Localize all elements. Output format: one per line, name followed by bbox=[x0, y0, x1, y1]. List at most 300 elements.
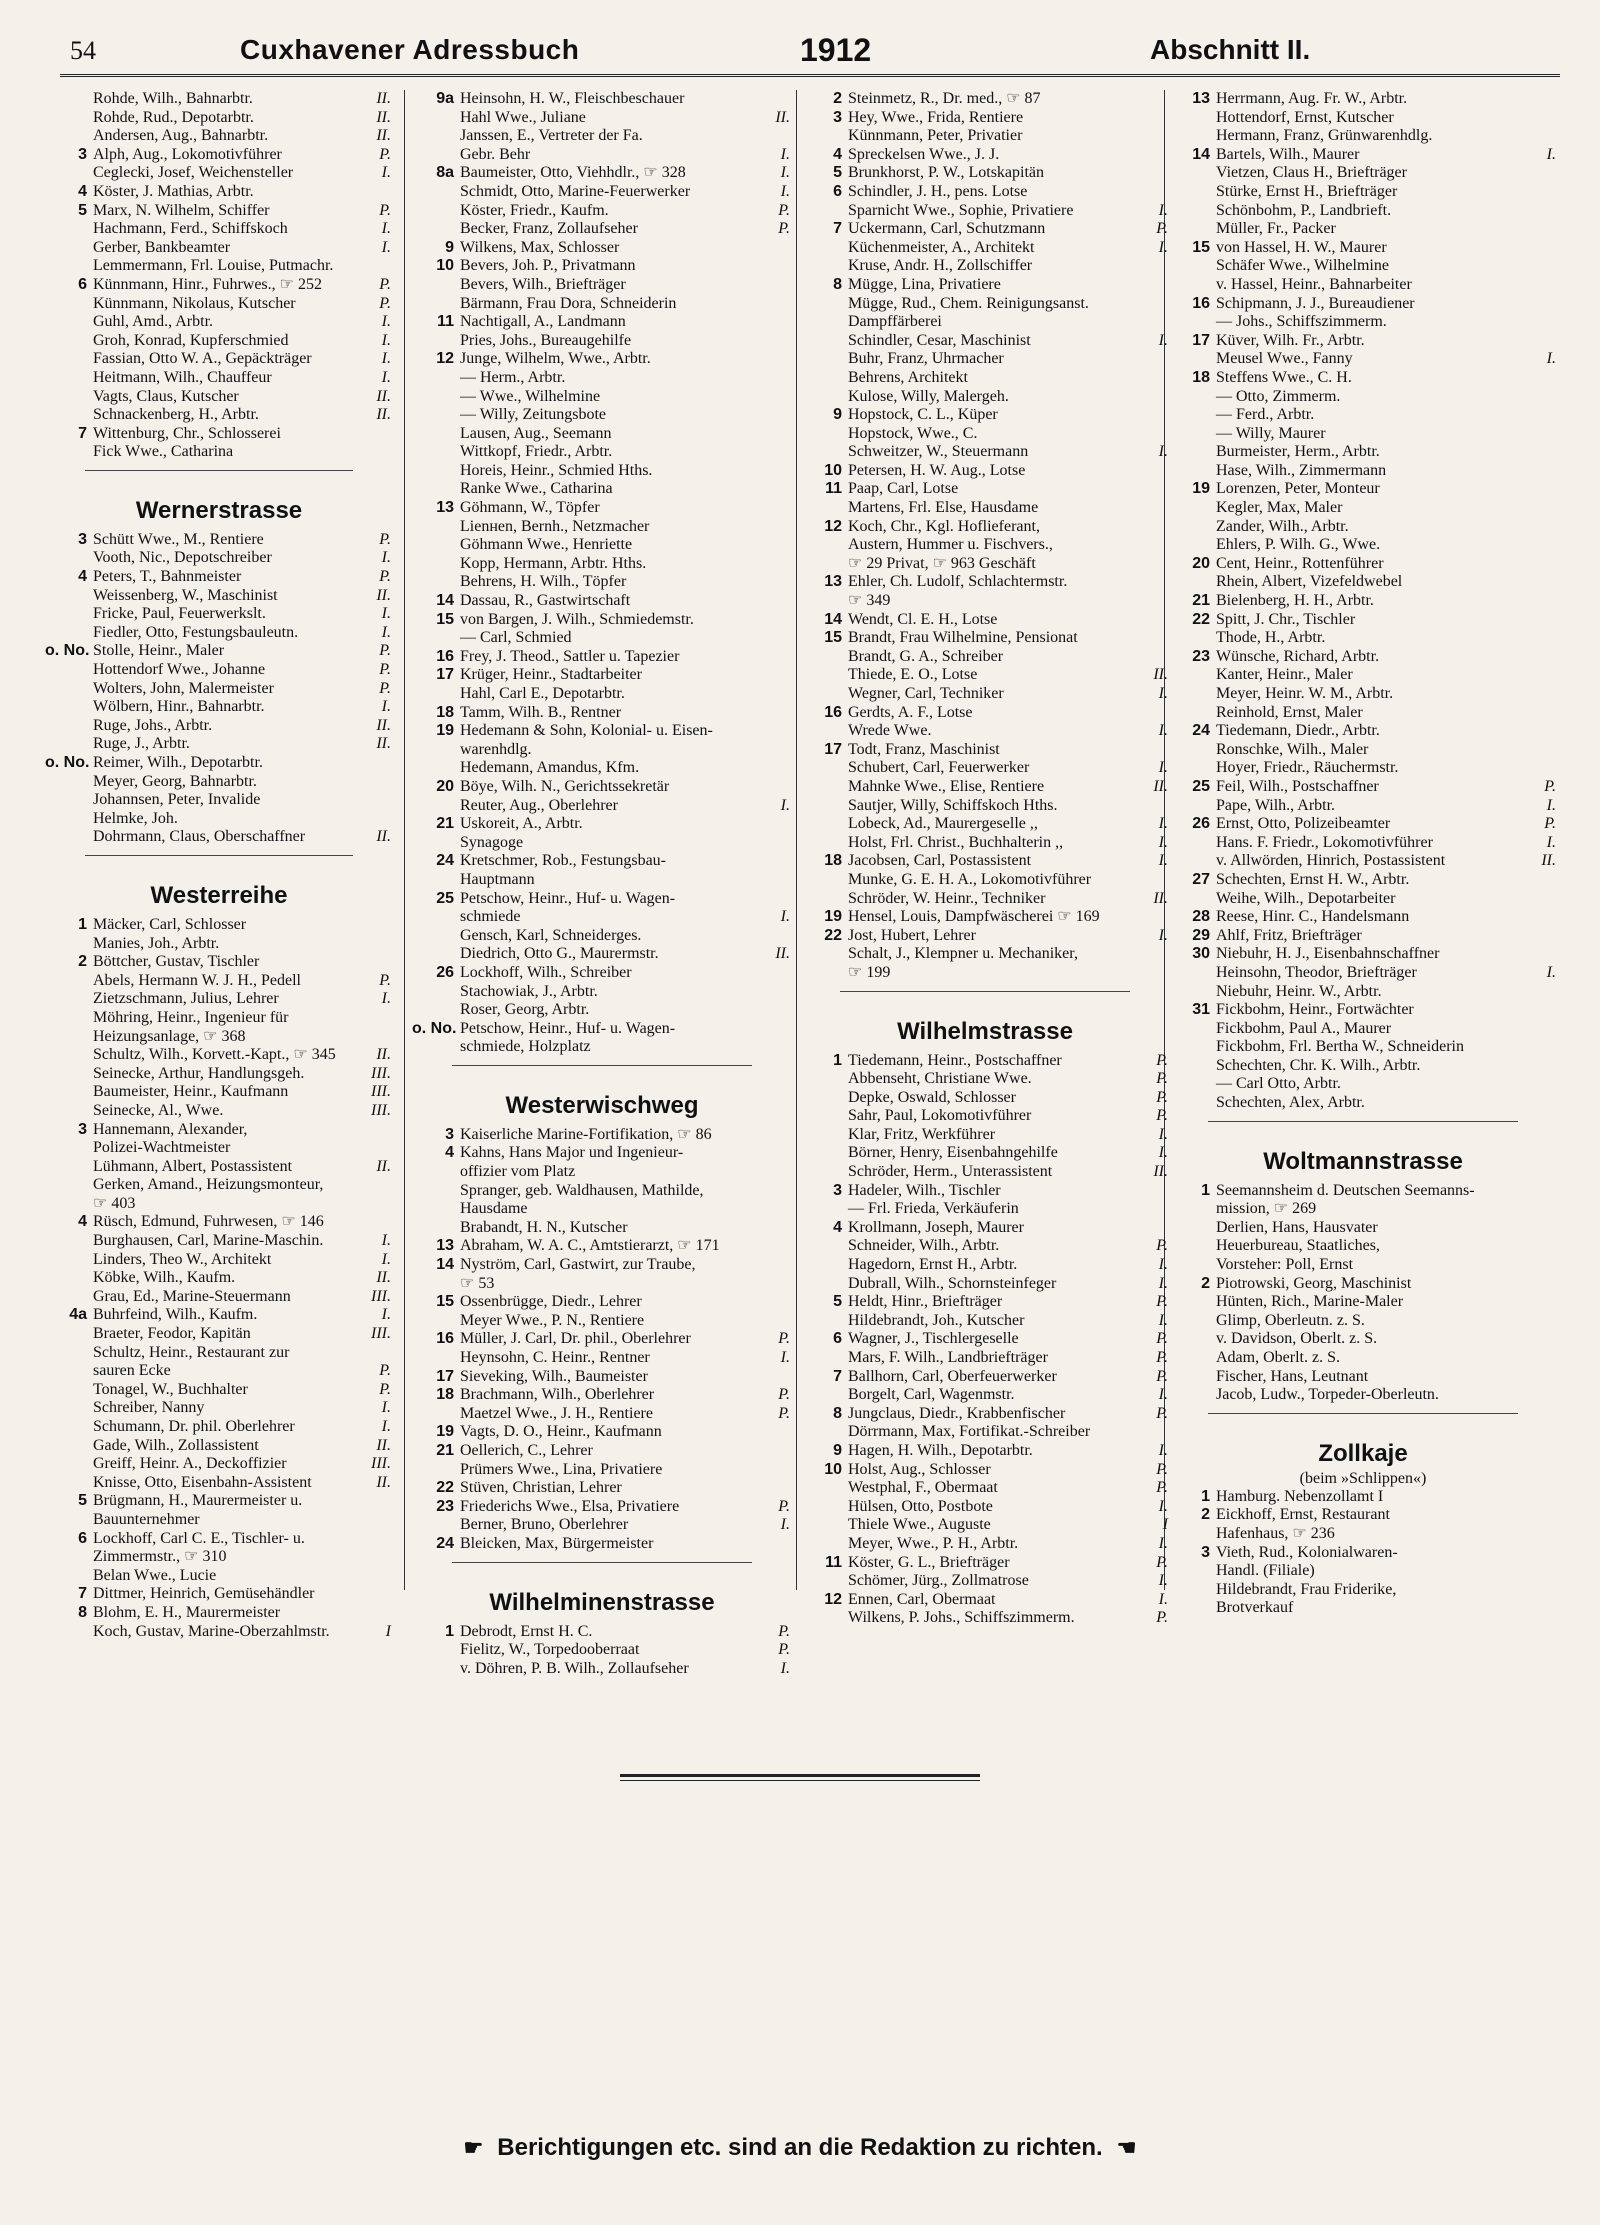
directory-entry bbox=[800, 480, 1170, 499]
floor-code: III. bbox=[371, 1064, 391, 1082]
directory-entry bbox=[1168, 964, 1558, 983]
floor-code: I. bbox=[1158, 852, 1168, 870]
directory-entry bbox=[45, 388, 393, 407]
directory-entry bbox=[1168, 164, 1558, 183]
resident-text: Hahl, Carl E., Depotarbtr. bbox=[460, 685, 625, 702]
directory-entry bbox=[412, 1330, 792, 1349]
resident-text: Zander, Wilh., Arbtr. bbox=[1216, 517, 1349, 535]
directory-entry bbox=[45, 1604, 393, 1623]
directory-entry bbox=[412, 1020, 792, 1039]
resident-text: Spreckelsen Wwe., J. J. bbox=[848, 145, 1000, 163]
directory-entry bbox=[1168, 183, 1558, 202]
house-number: 17 bbox=[1192, 331, 1210, 349]
resident-text: v. Allwörden, Hinrich, Postassistent bbox=[1216, 852, 1446, 870]
directory-entry bbox=[1168, 741, 1558, 760]
directory-entry bbox=[800, 1479, 1170, 1498]
directory-entry bbox=[1168, 202, 1558, 221]
directory-entry bbox=[412, 759, 792, 778]
directory-entry bbox=[1168, 1075, 1558, 1094]
floor-code: I. bbox=[381, 331, 391, 349]
resident-text: Seinecke, Al., Wwe. bbox=[93, 1101, 224, 1119]
resident-text: Reinhold, Ernst, Maler bbox=[1216, 703, 1363, 721]
house-number: 2 bbox=[1201, 1506, 1210, 1524]
resident-text: Manies, Joh., Arbtr. bbox=[93, 934, 220, 952]
resident-text: Hopstock, Wwe., C. bbox=[848, 424, 978, 442]
floor-code: P. bbox=[778, 1497, 790, 1515]
resident-text: Böttcher, Gustav, Tischler bbox=[93, 953, 260, 971]
directory-entry bbox=[800, 443, 1170, 462]
directory-entry bbox=[800, 1386, 1170, 1405]
resident-text: Lobeck, Ad., Maurergeselle ,, bbox=[848, 815, 1038, 833]
directory-entry bbox=[1168, 1581, 1558, 1600]
house-number: 4a bbox=[69, 1306, 87, 1324]
resident-text: Klar, Fritz, Werkführer bbox=[848, 1125, 996, 1143]
directory-entry bbox=[45, 276, 393, 295]
directory-entry bbox=[45, 916, 393, 935]
resident-text: — Herm., Arbtr. bbox=[460, 368, 566, 386]
resident-text: Dittmer, Heinrich, Gemüsehändler bbox=[93, 1585, 315, 1603]
directory-entry bbox=[412, 741, 792, 760]
directory-entry bbox=[412, 425, 792, 444]
house-number: 8 bbox=[833, 1404, 842, 1422]
resident-text: Junge, Wilhelm, Wwe., Arbtr. bbox=[460, 350, 651, 368]
resident-text: Ceglecki, Josef, Weichensteller bbox=[93, 164, 294, 182]
directory-entry bbox=[412, 1349, 792, 1368]
directory-entry bbox=[412, 1405, 792, 1424]
resident-text: Groh, Konrad, Kupferschmied bbox=[93, 331, 289, 349]
resident-text: Behrens, Architekt bbox=[848, 368, 968, 386]
directory-entry bbox=[412, 109, 792, 128]
resident-text: Burmeister, Herm., Arbtr. bbox=[1216, 443, 1380, 461]
directory-entry bbox=[1168, 1506, 1558, 1525]
resident-text: Oellerich, C., Lehrer bbox=[460, 1441, 593, 1459]
directory-entry bbox=[800, 1200, 1170, 1219]
house-number: 11 bbox=[825, 480, 842, 498]
floor-code: II. bbox=[1153, 666, 1168, 684]
directory-entry bbox=[412, 778, 792, 797]
floor-code: II. bbox=[376, 406, 391, 424]
house-number: 3 bbox=[445, 1125, 454, 1143]
resident-text: Zietzschmann, Julius, Lehrer bbox=[93, 990, 279, 1008]
resident-text: Wünsche, Richard, Arbtr. bbox=[1216, 647, 1380, 665]
directory-entry bbox=[1168, 908, 1558, 927]
directory-entry bbox=[412, 890, 792, 909]
floor-code: I. bbox=[1158, 1311, 1168, 1329]
resident-text: Ballhorn, Carl, Oberfeuerwerker bbox=[848, 1367, 1057, 1385]
resident-text: Becker, Franz, Zollaufseher bbox=[460, 220, 638, 238]
directory-entry bbox=[1168, 146, 1558, 165]
floor-code: I. bbox=[1158, 1256, 1168, 1274]
directory-entry bbox=[1168, 815, 1558, 834]
house-number: 5 bbox=[833, 1293, 842, 1311]
directory-entry bbox=[45, 605, 393, 624]
resident-text: Fick Wwe., Catharina bbox=[93, 443, 234, 461]
directory-entry bbox=[45, 332, 393, 351]
resident-text: Fassian, Otto W. A., Gepäckträger bbox=[93, 350, 312, 368]
house-number: 25 bbox=[436, 889, 454, 907]
resident-text: Holst, Aug., Schlosser bbox=[848, 1460, 991, 1478]
resident-text: Schumann, Dr. phil. Oberlehrer bbox=[93, 1418, 295, 1435]
house-number: 16 bbox=[436, 1330, 454, 1348]
floor-code: I. bbox=[1158, 1441, 1168, 1459]
directory-entry bbox=[800, 815, 1170, 834]
house-number: 2 bbox=[833, 90, 842, 107]
floor-code: II. bbox=[775, 108, 790, 126]
house-number: 23 bbox=[1192, 647, 1210, 665]
floor-code: P. bbox=[1156, 1609, 1168, 1627]
directory-entry bbox=[412, 834, 792, 853]
resident-text: Hildebrandt, Frau Friderike, bbox=[1216, 1580, 1397, 1598]
house-number: 12 bbox=[824, 1590, 842, 1608]
resident-text: Steffens Wwe., C. H. bbox=[1216, 368, 1352, 386]
resident-text: Berner, Bruno, Oberlehrer bbox=[460, 1516, 629, 1534]
resident-text: Dubrall, Wilh., Schornsteinfeger bbox=[848, 1274, 1057, 1292]
directory-entry bbox=[1168, 945, 1558, 964]
directory-entry bbox=[1168, 722, 1558, 741]
resident-text: Mahnke Wwe., Elise, Rentiere bbox=[848, 777, 1045, 795]
resident-text: Meyer, Heinr. W. M., Arbtr. bbox=[1216, 685, 1394, 702]
street-heading: Woltmannstrasse bbox=[1263, 1147, 1463, 1175]
directory-entry bbox=[45, 935, 393, 954]
resident-text: Wittenburg, Chr., Schlosserei bbox=[93, 424, 281, 442]
house-number: 14 bbox=[436, 1256, 454, 1274]
resident-text: Synagoge bbox=[460, 833, 524, 851]
floor-code: P. bbox=[379, 679, 391, 697]
resident-text: ☞ 29 Privat, ☞ 963 Geschäft bbox=[848, 554, 1036, 572]
resident-text: Alph, Aug., Lokomotivführer bbox=[93, 145, 282, 163]
house-number: 9 bbox=[445, 238, 454, 256]
directory-entry bbox=[1168, 1057, 1558, 1076]
resident-text: Heynsohn, C. Heinr., Rentner bbox=[460, 1349, 650, 1366]
resident-text: Munke, G. E. H. A., Lokomotivführer bbox=[848, 870, 1092, 888]
resident-text: Blohm, E. H., Maurermeister bbox=[93, 1603, 281, 1621]
footer-notice bbox=[0, 2134, 1600, 2162]
resident-text: Hottendorf, Ernst, Kutscher bbox=[1216, 108, 1394, 126]
column-2 bbox=[412, 90, 792, 1678]
directory-entry bbox=[1168, 443, 1558, 462]
end-rule bbox=[620, 1774, 980, 1777]
resident-text: Petschow, Heinr., Huf- u. Wagen- bbox=[460, 1019, 676, 1037]
directory-entry bbox=[412, 983, 792, 1002]
house-number: 17 bbox=[436, 666, 454, 684]
directory-entry bbox=[800, 759, 1170, 778]
resident-text: Johannsen, Peter, Invalide bbox=[93, 791, 261, 809]
directory-entry bbox=[45, 1567, 393, 1586]
resident-text: Lockhoff, Carl C. E., Tischler- u. bbox=[93, 1529, 305, 1547]
house-number: 1 bbox=[1201, 1181, 1210, 1199]
house-number: 7 bbox=[833, 220, 842, 238]
resident-text: Wendt, Cl. E. H., Lotse bbox=[848, 610, 998, 628]
directory-entry bbox=[1168, 1219, 1558, 1238]
directory-entry bbox=[1168, 239, 1558, 258]
directory-entry bbox=[800, 1312, 1170, 1331]
directory-entry bbox=[45, 735, 393, 754]
resident-text: Dassau, R., Gastwirtschaft bbox=[460, 592, 631, 610]
house-number: 20 bbox=[1192, 554, 1210, 572]
directory-entry bbox=[45, 1121, 393, 1140]
house-number: 30 bbox=[1192, 945, 1210, 963]
house-number: 4 bbox=[78, 1213, 87, 1231]
directory-entry bbox=[412, 1038, 792, 1057]
directory-entry bbox=[800, 295, 1170, 314]
resident-text: Wagner, J., Tischlergeselle bbox=[848, 1330, 1019, 1348]
resident-text: Gerber, Bankbeamter bbox=[93, 238, 231, 256]
resident-text: Schönbohm, P., Landbrieft. bbox=[1216, 201, 1392, 219]
directory-entry bbox=[1168, 1368, 1558, 1387]
resident-text: Meusel Wwe., Fanny bbox=[1216, 350, 1353, 368]
house-number: 19 bbox=[1192, 480, 1210, 498]
resident-text: Ruge, Johs., Arbtr. bbox=[93, 716, 213, 734]
resident-text: Göhmann Wwe., Henriette bbox=[460, 536, 633, 554]
directory-entry bbox=[45, 1232, 393, 1251]
resident-text: Vorsteher: Poll, Ernst bbox=[1216, 1256, 1354, 1274]
directory-entry bbox=[1168, 1312, 1558, 1331]
floor-code: P. bbox=[778, 201, 790, 219]
directory-entry bbox=[800, 555, 1170, 574]
directory-entry bbox=[412, 722, 792, 741]
column-rule bbox=[796, 90, 797, 1590]
resident-text: — Wwe., Wilhelmine bbox=[460, 387, 601, 405]
floor-code: I. bbox=[381, 350, 391, 368]
floor-code: II. bbox=[376, 1473, 391, 1491]
directory-entry bbox=[45, 773, 393, 792]
resident-text: Spitt, J. Chr., Tischler bbox=[1216, 610, 1356, 628]
directory-entry bbox=[800, 536, 1170, 555]
resident-text: Heinsohn, Theodor, Briefträger bbox=[1216, 963, 1417, 981]
house-number: 6 bbox=[78, 1529, 87, 1547]
floor-code: I. bbox=[1158, 1274, 1168, 1292]
directory-entry bbox=[45, 1195, 393, 1214]
floor-code: P. bbox=[778, 1404, 790, 1422]
resident-text: Kruse, Andr. H., Zollschiffer bbox=[848, 257, 1033, 275]
floor-code: P. bbox=[379, 275, 391, 293]
resident-text: Lühmann, Albert, Postassistent bbox=[93, 1157, 293, 1175]
resident-text: Koch, Chr., Kgl. Hoflieferant, bbox=[848, 517, 1040, 535]
section-label: Abschnitt II. bbox=[1150, 34, 1311, 65]
house-number: 13 bbox=[436, 1237, 454, 1255]
floor-code: I. bbox=[1158, 685, 1168, 702]
resident-text: Frey, J. Theod., Sattler u. Tapezier bbox=[460, 647, 680, 665]
directory-entry bbox=[800, 109, 1170, 128]
resident-text: Schneider, Wilh., Arbtr. bbox=[848, 1237, 1000, 1255]
resident-text: Buhr, Franz, Uhrmacher bbox=[848, 350, 1004, 368]
floor-code: III. bbox=[371, 1287, 391, 1305]
directory-entry bbox=[800, 313, 1170, 332]
house-number: 18 bbox=[1192, 368, 1210, 386]
resident-text: Mügge, Lina, Privatiere bbox=[848, 275, 1001, 293]
directory-entry bbox=[800, 146, 1170, 165]
house-number: 4 bbox=[445, 1144, 454, 1162]
directory-entry bbox=[45, 680, 393, 699]
resident-text: Marx, N. Wilhelm, Schiffer bbox=[93, 201, 270, 219]
floor-code: I. bbox=[1546, 963, 1556, 981]
resident-text: Buhrfeind, Wilh., Kaufm. bbox=[93, 1306, 258, 1324]
directory-entry bbox=[412, 945, 792, 964]
resident-text: Schäfer Wwe., Wilhelmine bbox=[1216, 257, 1389, 275]
house-number: 12 bbox=[824, 517, 842, 535]
resident-text: Brotverkauf bbox=[1216, 1599, 1294, 1617]
house-number: 22 bbox=[1192, 610, 1210, 628]
floor-code: III. bbox=[371, 1325, 391, 1343]
directory-entry bbox=[1168, 648, 1558, 667]
directory-entry bbox=[800, 871, 1170, 890]
resident-text: Lienнen, Bernh., Netzmacher bbox=[460, 517, 650, 535]
resident-text: Ehler, Ch. Ludolf, Schlachtermstr. bbox=[848, 573, 1068, 591]
directory-entry bbox=[800, 666, 1170, 685]
directory-entry bbox=[412, 313, 792, 332]
house-number: 3 bbox=[78, 145, 87, 163]
floor-code: II. bbox=[376, 716, 391, 734]
directory-entry bbox=[800, 1461, 1170, 1480]
house-number: 4 bbox=[833, 145, 842, 163]
floor-code: P. bbox=[379, 661, 391, 679]
directory-entry bbox=[1168, 480, 1558, 499]
house-number: 21 bbox=[1192, 592, 1210, 610]
resident-text: Roser, Georg, Arbtr. bbox=[460, 1001, 590, 1019]
resident-text: Cent, Heinr., Rottenführer bbox=[1216, 554, 1384, 572]
floor-code: P. bbox=[379, 1380, 391, 1398]
resident-text: Hafenhaus, ☞ 236 bbox=[1216, 1524, 1335, 1542]
directory-entry bbox=[1168, 1293, 1558, 1312]
pointing-hand-left-icon: ☚ bbox=[1116, 2135, 1137, 2160]
resident-text: Tamm, Wilh. B., Rentner bbox=[460, 703, 622, 721]
resident-text: Ennen, Carl, Obermaat bbox=[848, 1590, 996, 1608]
directory-entry bbox=[800, 1442, 1170, 1461]
directory-entry bbox=[800, 797, 1170, 816]
floor-code: I. bbox=[381, 605, 391, 623]
directory-entry bbox=[1168, 573, 1558, 592]
directory-entry bbox=[800, 685, 1170, 704]
directory-entry bbox=[800, 1368, 1170, 1387]
resident-text: Jacob, Ludw., Torpeder-Oberleutn. bbox=[1216, 1386, 1439, 1404]
directory-entry bbox=[800, 927, 1170, 946]
resident-text: Kretschmer, Rob., Festungsbau- bbox=[460, 852, 666, 870]
resident-text: Fickbohm, Heinr., Fortwächter bbox=[1216, 1001, 1414, 1019]
directory-entry bbox=[800, 741, 1170, 760]
directory-entry bbox=[800, 648, 1170, 667]
directory-entry bbox=[800, 369, 1170, 388]
directory-entry bbox=[800, 425, 1170, 444]
directory-entry bbox=[1168, 1330, 1558, 1349]
resident-text: Mügge, Rud., Chem. Reinigungsanst. bbox=[848, 294, 1089, 312]
resident-text: — Frl. Frieda, Verkäuferin bbox=[848, 1200, 1019, 1218]
floor-code: I. bbox=[381, 1418, 391, 1435]
resident-text: Wegner, Carl, Techniker bbox=[848, 685, 1004, 702]
street-heading: Zollkaje bbox=[1318, 1439, 1408, 1467]
resident-text: Heitmann, Wilh., Chauffeur bbox=[93, 368, 272, 386]
house-number: 25 bbox=[1192, 777, 1210, 795]
directory-entry bbox=[800, 1405, 1170, 1424]
directory-entry bbox=[1168, 1349, 1558, 1368]
directory-entry bbox=[800, 778, 1170, 797]
directory-entry bbox=[1168, 332, 1558, 351]
house-number: 4 bbox=[78, 182, 87, 200]
floor-code: P. bbox=[1156, 1088, 1168, 1106]
directory-entry bbox=[45, 1585, 393, 1604]
directory-entry bbox=[1168, 1182, 1558, 1201]
resident-text: — Carl, Schmied bbox=[460, 629, 572, 647]
house-number: 1 bbox=[78, 915, 87, 933]
house-number: 18 bbox=[436, 703, 454, 721]
pointing-hand-right-icon: ☛ bbox=[463, 2135, 484, 2160]
floor-code: I bbox=[1162, 1516, 1168, 1534]
resident-text: Müller, Fr., Packer bbox=[1216, 220, 1336, 238]
floor-code: II. bbox=[1153, 777, 1168, 795]
floor-code: II. bbox=[376, 1269, 391, 1287]
resident-text: Schubert, Carl, Feuerwerker bbox=[848, 759, 1030, 777]
house-number: 5 bbox=[78, 201, 87, 219]
house-number: 15 bbox=[436, 610, 454, 628]
house-number: 24 bbox=[436, 1534, 454, 1552]
directory-entry bbox=[1168, 425, 1558, 444]
resident-text: — Carl Otto, Arbtr. bbox=[1216, 1075, 1341, 1093]
page-header bbox=[60, 30, 1560, 77]
house-number: 21 bbox=[436, 1441, 454, 1459]
directory-entry bbox=[45, 406, 393, 425]
resident-text: Sieveking, Wilh., Baumeister bbox=[460, 1367, 648, 1385]
resident-text: Friederichs Wwe., Elsa, Privatiere bbox=[460, 1497, 680, 1515]
resident-text: Brügmann, H., Maurermeister u. bbox=[93, 1492, 303, 1510]
house-number: 7 bbox=[78, 1585, 87, 1603]
resident-text: Nachtigall, A., Landmann bbox=[460, 313, 626, 331]
floor-code: III. bbox=[371, 1455, 391, 1473]
house-number: 14 bbox=[824, 610, 842, 628]
resident-text: Pries, Johs., Bureaugehilfe bbox=[460, 331, 632, 349]
directory-entry bbox=[800, 611, 1170, 630]
floor-code: P. bbox=[379, 971, 391, 989]
directory-entry bbox=[800, 276, 1170, 295]
directory-entry bbox=[412, 443, 792, 462]
directory-entry bbox=[800, 332, 1170, 351]
house-number: 9a bbox=[436, 90, 454, 107]
directory-entry bbox=[45, 698, 393, 717]
house-number: 4 bbox=[833, 1218, 842, 1236]
directory-entry bbox=[1168, 1094, 1558, 1113]
directory-entry bbox=[1168, 369, 1558, 388]
resident-text: warenhdlg. bbox=[460, 740, 532, 758]
floor-code: P. bbox=[1544, 777, 1556, 795]
resident-text: Meyer Wwe., P. N., Rentiere bbox=[460, 1311, 645, 1329]
resident-text: Hermann, Franz, Grünwarenhdlg. bbox=[1216, 127, 1433, 145]
directory-entry bbox=[1168, 759, 1558, 778]
directory-entry bbox=[1168, 778, 1558, 797]
directory-entry bbox=[412, 1386, 792, 1405]
resident-text: Greiff, Heinr. A., Deckoffizier bbox=[93, 1455, 287, 1473]
book-year: 1912 bbox=[800, 32, 872, 68]
street-separator bbox=[452, 1562, 752, 1563]
resident-text: Niebuhr, Heinr. W., Arbtr. bbox=[1216, 982, 1382, 1000]
resident-text: Reese, Hinr. C., Handelsmann bbox=[1216, 908, 1410, 926]
directory-entry bbox=[412, 1200, 792, 1219]
resident-text: Handl. (Filiale) bbox=[1216, 1562, 1315, 1580]
directory-entry bbox=[1168, 666, 1558, 685]
directory-entry bbox=[412, 685, 792, 704]
resident-text: Wrede Wwe. bbox=[848, 722, 932, 740]
directory-entry bbox=[412, 648, 792, 667]
resident-text: Polizei-Wachtmeister bbox=[93, 1139, 231, 1157]
resident-text: Hensel, Louis, Dampfwäscherei ☞ 169 bbox=[848, 908, 1100, 926]
floor-code: I. bbox=[1158, 833, 1168, 851]
directory-entry bbox=[1168, 704, 1558, 723]
floor-code: I. bbox=[381, 549, 391, 567]
directory-entry bbox=[412, 332, 792, 351]
floor-code: I. bbox=[1158, 1590, 1168, 1608]
directory-entry bbox=[412, 202, 792, 221]
directory-entry bbox=[800, 1107, 1170, 1126]
resident-text: Feil, Wilh., Postschaffner bbox=[1216, 777, 1379, 795]
directory-entry bbox=[412, 1535, 792, 1554]
resident-text: Schechten, Ernst H. W., Arbtr. bbox=[1216, 870, 1410, 888]
